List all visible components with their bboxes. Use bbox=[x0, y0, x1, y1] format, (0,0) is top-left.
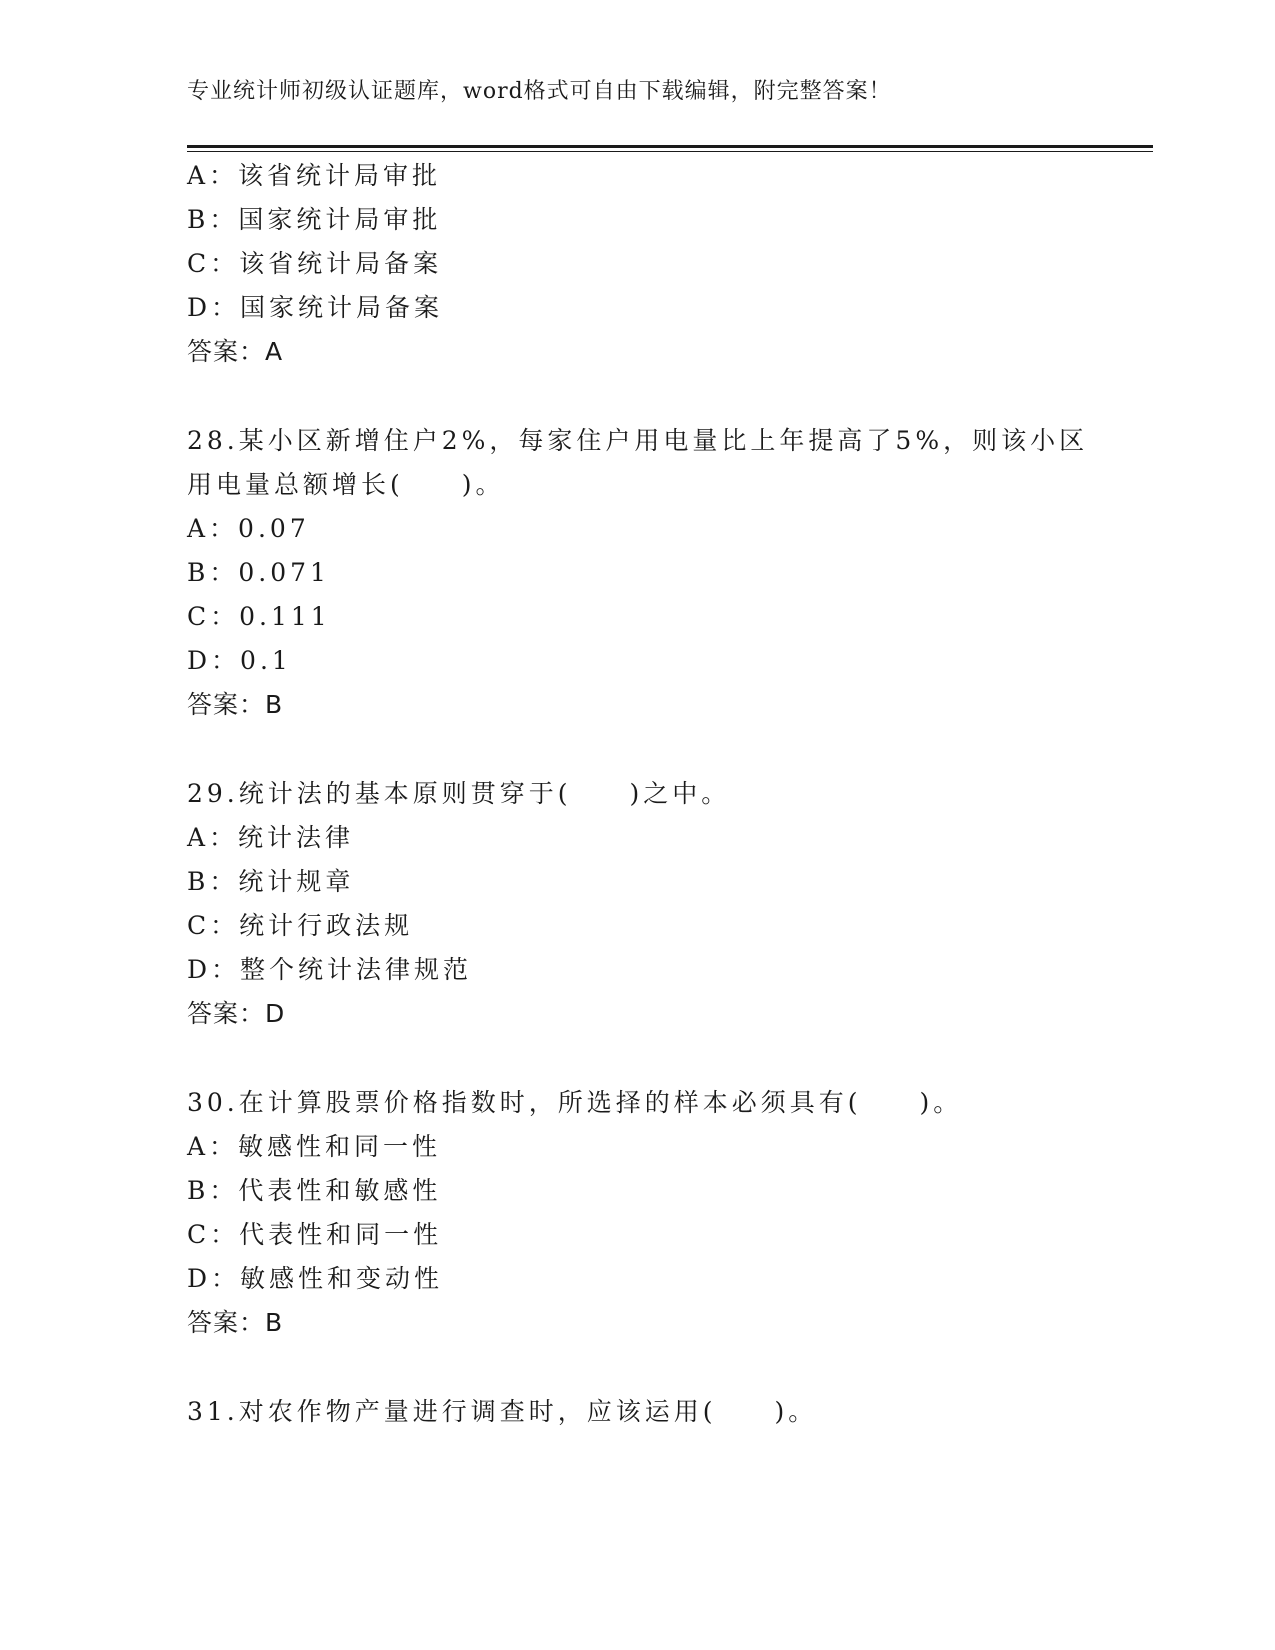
option-b: B：统计规章 bbox=[187, 867, 355, 896]
question-text: 29.统计法的基本原则贯穿于( )之中。 bbox=[187, 779, 731, 808]
option-a: A：该省统计局审批 bbox=[187, 161, 442, 190]
option-b: B：代表性和敏感性 bbox=[187, 1176, 442, 1205]
answer: 答案：A bbox=[187, 337, 284, 366]
option-d: D：整个统计法律规范 bbox=[187, 955, 473, 984]
option-c: C：统计行政法规 bbox=[187, 911, 414, 940]
option-b: B：国家统计局审批 bbox=[187, 205, 442, 234]
option-d: D：敏感性和变动性 bbox=[187, 1264, 444, 1293]
question-text: 31.对农作物产量进行调查时，应该运用( )。 bbox=[187, 1397, 818, 1426]
answer: 答案：B bbox=[187, 1308, 284, 1337]
question-text: 30.在计算股票价格指数时，所选择的样本必须具有( )。 bbox=[187, 1088, 963, 1117]
option-b: B：0.071 bbox=[187, 558, 330, 587]
option-a: A：统计法律 bbox=[187, 823, 355, 852]
answer: 答案：B bbox=[187, 690, 284, 719]
option-a: A：0.07 bbox=[187, 514, 310, 543]
option-d: D：0.1 bbox=[187, 646, 292, 675]
answer: 答案：D bbox=[187, 999, 286, 1028]
option-c: C：代表性和同一性 bbox=[187, 1220, 443, 1249]
option-d: D：国家统计局备案 bbox=[187, 293, 444, 322]
option-c: C：该省统计局备案 bbox=[187, 249, 443, 278]
header-rule-thick bbox=[187, 145, 1153, 148]
page-header: 专业统计师初级认证题库，word格式可自由下载编辑，附完整答案！ bbox=[187, 79, 892, 104]
header-rule-thin bbox=[187, 151, 1153, 152]
option-c: C：0.111 bbox=[187, 602, 331, 631]
question-text: 用电量总额增长( )。 bbox=[187, 470, 505, 499]
question-text: 28.某小区新增住户2%，每家住户用电量比上年提高了5%，则该小区 bbox=[187, 426, 1089, 455]
option-a: A：敏感性和同一性 bbox=[187, 1132, 442, 1161]
